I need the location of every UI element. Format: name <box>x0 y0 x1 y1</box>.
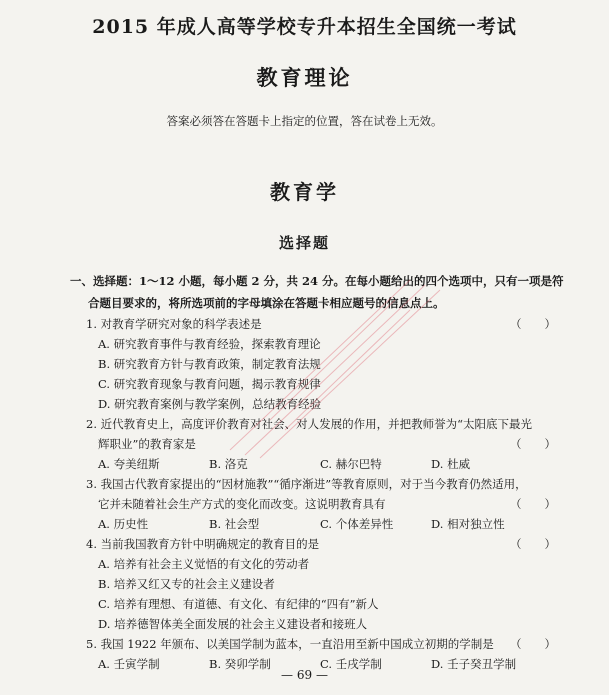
question-stem: 3. 我国古代教育家提出的“因材施教”“循序渐进”等教育原则，对于当今教育仍然适用， <box>86 477 527 491</box>
option-b: B. 研究教育方针与教育政策，制定教育法规 <box>98 357 321 371</box>
option-b: B. 社会型 <box>209 517 260 531</box>
question-3 <box>86 474 556 534</box>
question-stem: 2. 近代教育史上，高度评价教育对社会、对人发展的作用，并把教师誉为“太阳底下最光 <box>86 417 533 431</box>
answer-bracket: （ ） <box>510 497 556 511</box>
instructions-line-2: 合题目要求的，将所选项前的字母填涂在答题卡相应题号的信息点上。 <box>88 296 445 310</box>
subject-title: 教育理论 <box>256 65 353 90</box>
question-4 <box>86 534 556 634</box>
answer-bracket: （ ） <box>510 537 556 551</box>
option-d: D. 壬子癸丑学制 <box>431 657 517 671</box>
answer-bracket: （ ） <box>510 437 556 451</box>
option-c: C. 培养有理想、有道德、有文化、有纪律的“四有”新人 <box>98 597 379 611</box>
option-d: D. 研究教育案例与教学案例，总结教育经验 <box>98 397 322 411</box>
section-instructions <box>70 270 570 314</box>
subsection-title: 选择题 <box>278 234 330 252</box>
question-1 <box>86 314 556 414</box>
option-c: C. 个体差异性 <box>320 517 394 531</box>
question-2 <box>86 414 556 474</box>
option-c: C. 赫尔巴特 <box>320 457 382 471</box>
option-b: B. 洛克 <box>209 457 248 471</box>
option-a: A. 研究教育事件与教育经验，探索教育理论 <box>98 337 321 351</box>
answer-bracket: （ ） <box>510 317 556 331</box>
option-b: B. 癸卯学制 <box>209 657 271 671</box>
section-title: 教育学 <box>270 180 339 204</box>
option-d: D. 相对独立性 <box>431 517 505 531</box>
option-a: A. 历史性 <box>98 517 149 531</box>
option-d: D. 培养德智体美全面发展的社会主义建设者和接班人 <box>98 617 368 631</box>
question-stem: 5. 我国 1922 年颁布、以美国学制为蓝本，一直沿用至新中国成立初期的学制是 （ ） <box>86 634 556 654</box>
option-d: D. 杜威 <box>431 457 471 471</box>
options-row <box>86 454 556 474</box>
option-c: C. 研究教育现象与教育问题，揭示教育规律 <box>98 377 321 391</box>
question-stem-continued: 它并未随着社会生产方式的变化而改变。这说明教育具有 （ ） <box>86 494 556 514</box>
option-b: B. 培养又红又专的社会主义建设者 <box>98 577 275 591</box>
option-a: A. 夸美纽斯 <box>98 457 160 471</box>
answer-notice: 答案必须答在答题卡上指定的位置，答在试卷上无效。 <box>166 114 443 128</box>
option-a: A. 培养有社会主义觉悟的有文化的劳动者 <box>98 557 310 571</box>
answer-bracket: （ ） <box>510 637 556 651</box>
question-stem: 1. 对教育学研究对象的科学表述是 （ ） <box>86 314 556 334</box>
exam-title: 2015 年成人高等学校专升本招生全国统一考试 <box>92 16 517 38</box>
page-number: — 69 — <box>281 668 328 682</box>
question-stem: 4. 当前我国教育方针中明确规定的教育目的是 （ ） <box>86 534 556 554</box>
options-row <box>86 514 556 534</box>
question-stem-continued: 辉职业”的教育家是 （ ） <box>86 434 556 454</box>
option-c: C. 壬戌学制 <box>320 657 382 671</box>
instructions-line-1: 一、选择题：1～12 小题，每小题 2 分，共 24 分。在每小题给出的四个选项中，只有一项是符 <box>70 274 564 288</box>
option-a: A. 壬寅学制 <box>98 657 160 671</box>
